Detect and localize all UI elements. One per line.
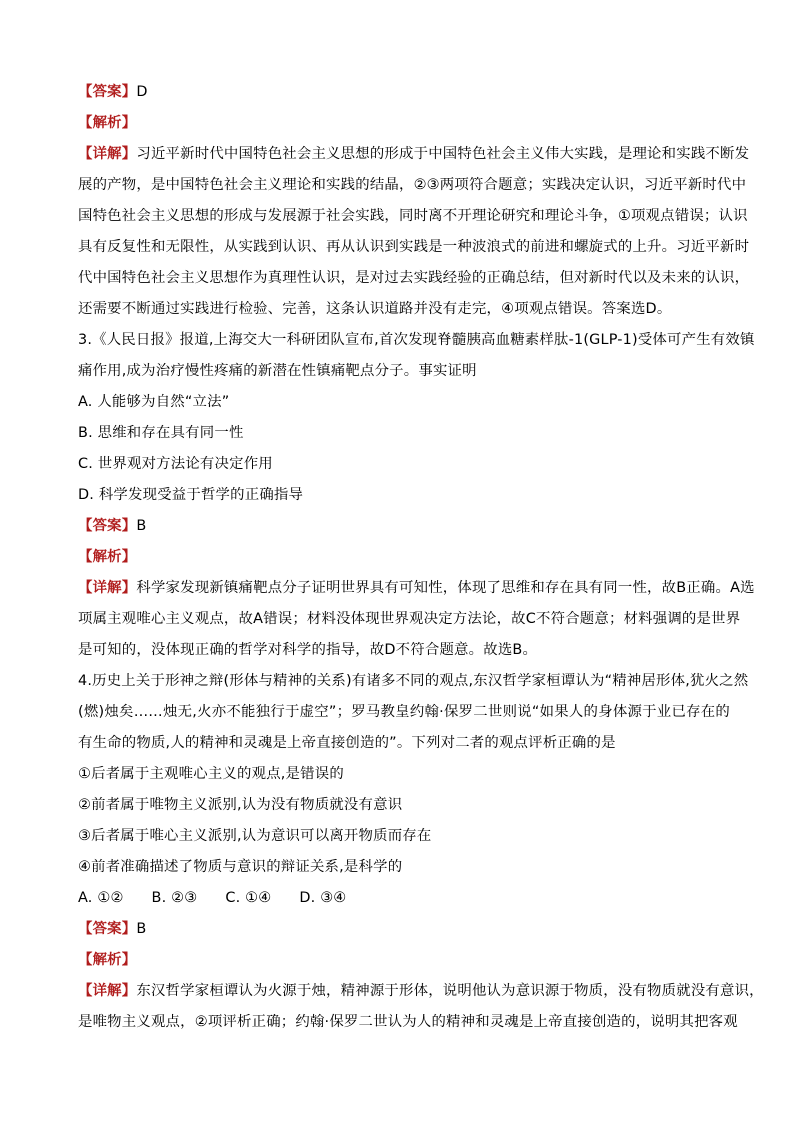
q3-option-a: A. 人能够为自然“立法”: [78, 394, 230, 410]
q3-detail-line-0: 【详解】科学家发现新镇痛靶点分子证明世界具有可知性，体现了思维和存在具有同一性，故B正确。A选: [78, 580, 755, 596]
q4-option-a: A. ①②: [78, 890, 124, 906]
q4-analysis-tag: 【解析】: [78, 952, 137, 968]
q2-detail-line-5: 还需要不断通过实践进行检验、完善，这条认识道路并没有走完，④项观点错误。答案选D。: [78, 301, 672, 317]
q3-option-d: D. 科学发现受益于哲学的正确指导: [78, 487, 304, 503]
q4-options-row: [78, 888, 374, 908]
q4-statement-2: ②前者属于唯物主义派别,认为没有物质就没有意识: [78, 797, 403, 813]
answer-value: B: [136, 921, 147, 937]
q3-stem-line-0: 3.《人民日报》报道,上海交大一科研团队宣布,首次发现脊髓胰高血糖素样肽-1(GLP-1)受体可产生有效镇: [78, 332, 755, 348]
q4-option-b: B. ②③: [151, 890, 198, 906]
q3-analysis-tag: 【解析】: [78, 549, 137, 565]
q4-statement-3: ③后者属于唯心主义派别,认为意识可以离开物质而存在: [78, 828, 432, 844]
q3-stem-line-1: 痛作用,成为治疗慢性疼痛的新潜在性镇痛靶点分子。事实证明: [78, 363, 477, 379]
q4-stem-line-1: (燃)烛矣……烛无,火亦不能独行于虚空”；罗马教皇约翰·保罗二世则说“如果人的身体源于业已存在的: [78, 704, 730, 720]
q4-stem-line-2: 有生命的物质,人的精神和灵魂是上帝直接创造的”。下列对二者的观点评析正确的是: [78, 735, 616, 751]
q4-detail-line-0: 【详解】东汉哲学家桓谭认为火源于烛，精神源于形体，说明他认为意识源于物质，没有物质就没有意识，: [78, 983, 764, 999]
q2-analysis-tag: 【解析】: [78, 115, 137, 131]
q4-option-d: D. ③④: [299, 890, 347, 906]
q2-detail-line-0: 【详解】习近平新时代中国特色社会主义思想的形成于中国特色社会主义伟大实践，是理论和实践不断发: [78, 146, 750, 162]
answer-tag: 【答案】: [78, 518, 137, 534]
q4-detail-line-1: 是唯物主义观点，②项评析正确；约翰·保罗二世认为人的精神和灵魂是上帝直接创造的，说明其把客观: [78, 1014, 738, 1030]
detail-tag: 【详解】: [78, 983, 137, 999]
q4-answer: [78, 919, 146, 939]
q2-detail-line-1: 展的产物，是中国特色社会主义理论和实践的结晶，②③两项符合题意；实践决定认识，习近平新时代中: [78, 177, 747, 193]
q4-statement-4: ④前者准确描述了物质与意识的辩证关系,是科学的: [78, 859, 403, 875]
answer-value: D: [136, 84, 148, 100]
answer-tag: 【答案】: [78, 84, 137, 100]
q3-answer: [78, 516, 146, 536]
q2-detail-line-3: 具有反复性和无限性，从实践到认识、再从认识到实践是一种波浪式的前进和螺旋式的上升。习近平新时: [78, 239, 750, 255]
answer-tag: 【答案】: [78, 921, 137, 937]
detail-tag: 【详解】: [78, 146, 137, 162]
q4-statement-1: ①后者属于主观唯心主义的观点,是错误的: [78, 766, 344, 782]
q2-detail-line-2: 国特色社会主义思想的形成与发展源于社会实践，同时离不开理论研究和理论斗争，①项观点错误；认识: [78, 208, 748, 224]
q3-option-c: C. 世界观对方法论有决定作用: [78, 456, 273, 472]
q2-answer: [78, 82, 148, 102]
detail-tag: 【详解】: [78, 580, 137, 596]
q3-detail-line-1: 项属主观唯心主义观点，故A错误；材料没体现世界观决定方法论，故C不符合题意；材料强调的是世界: [78, 611, 741, 627]
q3-detail-line-2: 是可知的，没体现正确的哲学对科学的指导，故D不符合题意。故选B。: [78, 642, 538, 658]
answer-value: B: [136, 518, 147, 534]
q4-option-c: C. ①④: [225, 890, 272, 906]
q4-stem-line-0: 4.历史上关于形神之辩(形体与精神的关系)有诸多不同的观点,东汉哲学家桓谭认为“精神居形体,犹火之然: [78, 673, 749, 689]
q2-detail-line-4: 代中国特色社会主义思想作为真理性认识，是对过去实践经验的正确总结，但对新时代以及未来的认识，: [78, 270, 750, 286]
q3-option-b: B. 思维和存在具有同一性: [78, 425, 244, 441]
